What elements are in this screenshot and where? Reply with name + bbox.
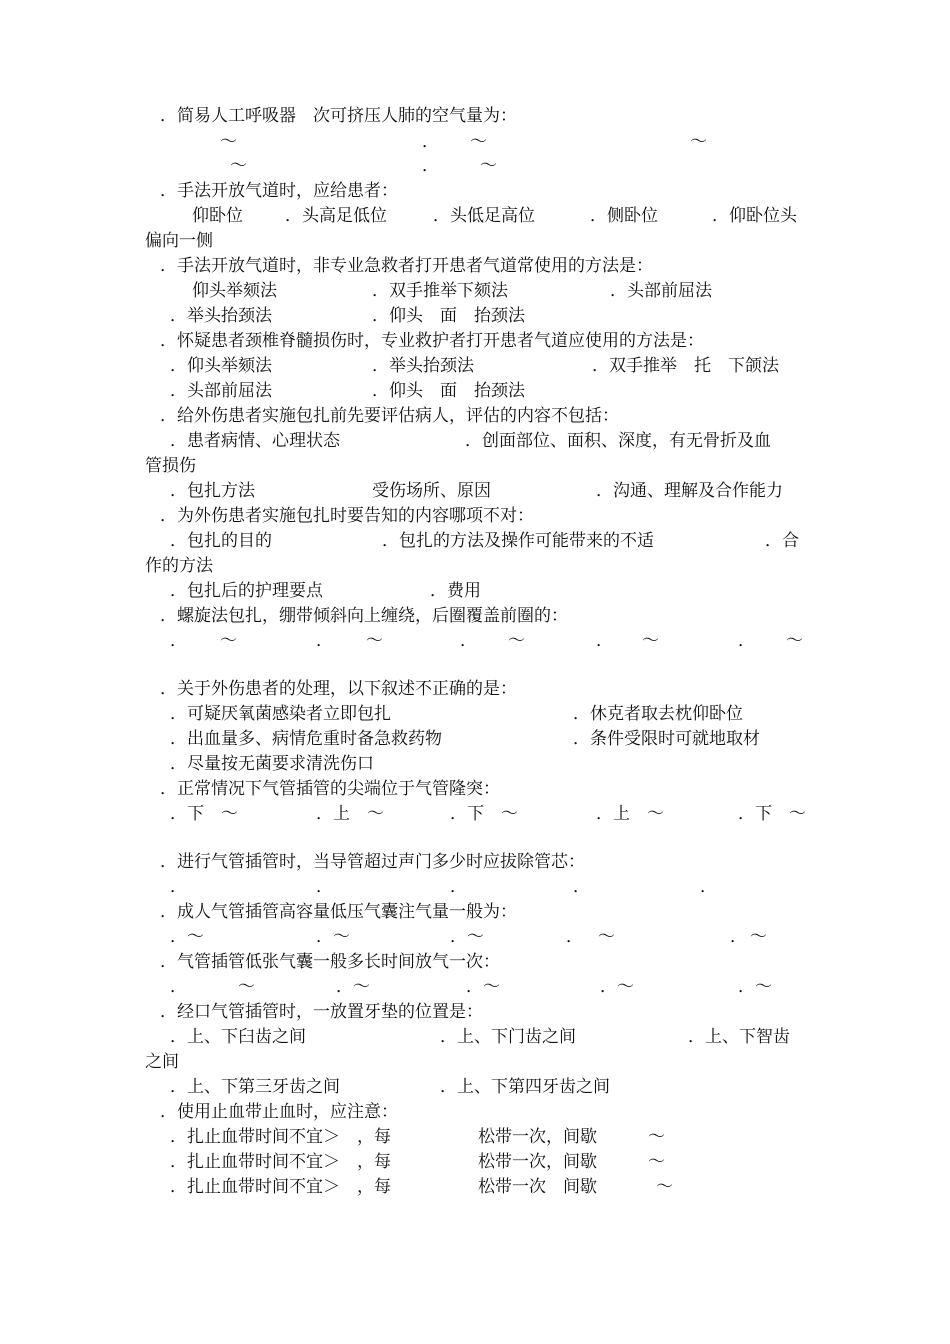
- text-line: ．～: [170, 927, 204, 947]
- text-line: ．: [596, 631, 613, 651]
- text-line: ．扎止血带时间不宜＞ ，每: [170, 1177, 391, 1197]
- text-line: ．: [700, 877, 717, 897]
- text-line: ．: [170, 877, 187, 897]
- text-line: ～: [238, 977, 255, 997]
- text-line: ．: [170, 631, 187, 651]
- text-line: ．头部前屈法: [610, 281, 712, 301]
- text-line: ．仰头 面 抬颈法: [372, 381, 525, 401]
- text-line: ．上、下臼齿之间: [170, 1027, 306, 1047]
- text-line: ．头部前屈法: [170, 381, 272, 401]
- text-line: ．: [573, 877, 590, 897]
- text-line: ．进行气管插管时，当导管超过声门多少时应拔除管芯：: [160, 852, 585, 872]
- text-line: ．下 ～: [738, 804, 806, 824]
- text-line: ．: [730, 927, 747, 947]
- text-line: ．: [316, 877, 333, 897]
- text-line: ．成人气管插管高容量低压气囊注气量一般为：: [160, 902, 517, 922]
- text-line: ．仰头举颏法: [170, 356, 272, 376]
- text-line: ．双手推举下颏法: [372, 281, 508, 301]
- text-line: ～: [470, 132, 487, 152]
- text-line: ．创面部位、面积、深度，有无骨折及血: [465, 431, 771, 451]
- text-line: ．举头抬颈法: [372, 356, 474, 376]
- text-line: ．侧卧位: [590, 206, 658, 226]
- text-line: ．: [170, 977, 187, 997]
- text-line: ．给外伤患者实施包扎前先要评估病人，评估的内容不包括：: [160, 406, 619, 426]
- text-line: ．: [316, 631, 333, 651]
- text-line: ．: [422, 156, 439, 176]
- text-line: ．扎止血带时间不宜＞ ，每: [170, 1152, 391, 1172]
- text-line: ．下 ～: [170, 804, 238, 824]
- text-line: ～: [656, 1177, 673, 1197]
- text-line: ．手法开放气道时，非专业急救者打开患者气道常使用的方法是：: [160, 256, 653, 276]
- text-line: ．螺旋法包扎，绷带倾斜向上缠绕，后圈覆盖前圈的：: [160, 606, 568, 626]
- text-line: 偏向一侧: [145, 231, 213, 251]
- text-line: ．尽量按无菌要求清洗伤口: [170, 754, 374, 774]
- text-line: 松带一次 间歇: [478, 1177, 597, 1197]
- text-line: ．上、下门齿之间: [440, 1027, 576, 1047]
- text-line: ．上 ～: [316, 804, 384, 824]
- text-line: ～: [648, 1127, 665, 1147]
- text-line: ～: [598, 927, 615, 947]
- text-line: ．～: [316, 927, 350, 947]
- text-line: ．: [460, 631, 477, 651]
- text-line: ～: [642, 631, 659, 651]
- text-line: ．举头抬颈法: [170, 306, 272, 326]
- text-line: ．气管插管低张气囊一般多长时间放气一次：: [160, 952, 500, 972]
- text-line: 之间: [145, 1052, 179, 1072]
- text-line: ．～: [466, 977, 500, 997]
- text-line: ．～: [450, 927, 484, 947]
- text-line: ．～: [738, 977, 772, 997]
- text-line: ．包扎后的护理要点: [170, 581, 323, 601]
- text-line: ．使用止血带止血时，应注意：: [160, 1102, 398, 1122]
- text-line: ．怀疑患者颈椎脊髓损伤时，专业救护者打开患者气道应使用的方法是：: [160, 331, 704, 351]
- text-line: ．上、下第三牙齿之间: [170, 1077, 340, 1097]
- text-line: ．沟通、理解及合作能力: [596, 481, 783, 501]
- text-line: ．双手推举 托 下颌法: [592, 356, 779, 376]
- text-line: ～: [786, 631, 803, 651]
- text-line: ．: [450, 877, 467, 897]
- text-line: ．: [422, 132, 439, 152]
- text-line: ．正常情况下气管插管的尖端位于气管隆突：: [160, 779, 500, 799]
- text-line: ．～: [336, 977, 370, 997]
- text-line: 管损伤: [145, 456, 196, 476]
- text-line: ～: [220, 132, 237, 152]
- text-line: ．简易人工呼吸器 次可挤压人肺的空气量为：: [160, 106, 517, 126]
- text-line: ．条件受限时可就地取材: [573, 729, 760, 749]
- text-line: ．: [566, 927, 583, 947]
- text-line: ．上、下第四牙齿之间: [440, 1077, 610, 1097]
- text-line: 受伤场所、原因: [372, 481, 491, 501]
- text-line: ．仰头 面 抬颈法: [372, 306, 525, 326]
- text-line: 松带一次，间歇: [478, 1127, 597, 1147]
- text-line: ．可疑厌氧菌感染者立即包扎: [170, 704, 391, 724]
- text-line: ～: [230, 156, 247, 176]
- text-line: ～: [480, 156, 497, 176]
- text-line: ．头高足低位: [285, 206, 387, 226]
- text-line: 松带一次，间歇: [478, 1152, 597, 1172]
- text-line: ～: [690, 132, 707, 152]
- text-line: ．合: [765, 531, 799, 551]
- text-line: ．扎止血带时间不宜＞ ，每: [170, 1127, 391, 1147]
- text-line: ～: [648, 1152, 665, 1172]
- text-line: ．为外伤患者实施包扎时要告知的内容哪项不对：: [160, 506, 534, 526]
- text-line: ．患者病情、心理状态: [170, 431, 340, 451]
- text-line: ．包扎的目的: [170, 531, 272, 551]
- text-line: ．包扎方法: [170, 481, 255, 501]
- text-line: ．上、下智齿: [688, 1027, 790, 1047]
- text-line: ～: [366, 631, 383, 651]
- text-line: ～: [220, 631, 237, 651]
- text-line: 作的方法: [145, 556, 213, 576]
- text-line: 仰卧位: [192, 206, 243, 226]
- text-line: ．下 ～: [450, 804, 518, 824]
- text-line: ．仰卧位头: [712, 206, 797, 226]
- text-line: ．头低足高位: [433, 206, 535, 226]
- text-line: ．费用: [430, 581, 481, 601]
- text-line: ．上 ～: [596, 804, 664, 824]
- text-line: ．: [738, 631, 755, 651]
- text-line: ．～: [600, 977, 634, 997]
- text-line: ．包扎的方法及操作可能带来的不适: [382, 531, 654, 551]
- text-line: 仰头举颏法: [192, 281, 277, 301]
- text-line: ．手法开放气道时，应给患者：: [160, 181, 398, 201]
- text-line: ～: [750, 927, 767, 947]
- text-line: ．出血量多、病情危重时备急救药物: [170, 729, 442, 749]
- text-line: ．经口气管插管时，一放置牙垫的位置是：: [160, 1002, 483, 1022]
- text-line: ～: [508, 631, 525, 651]
- text-line: ．关于外伤患者的处理，以下叙述不正确的是：: [160, 679, 517, 699]
- text-line: ．休克者取去枕仰卧位: [573, 704, 743, 724]
